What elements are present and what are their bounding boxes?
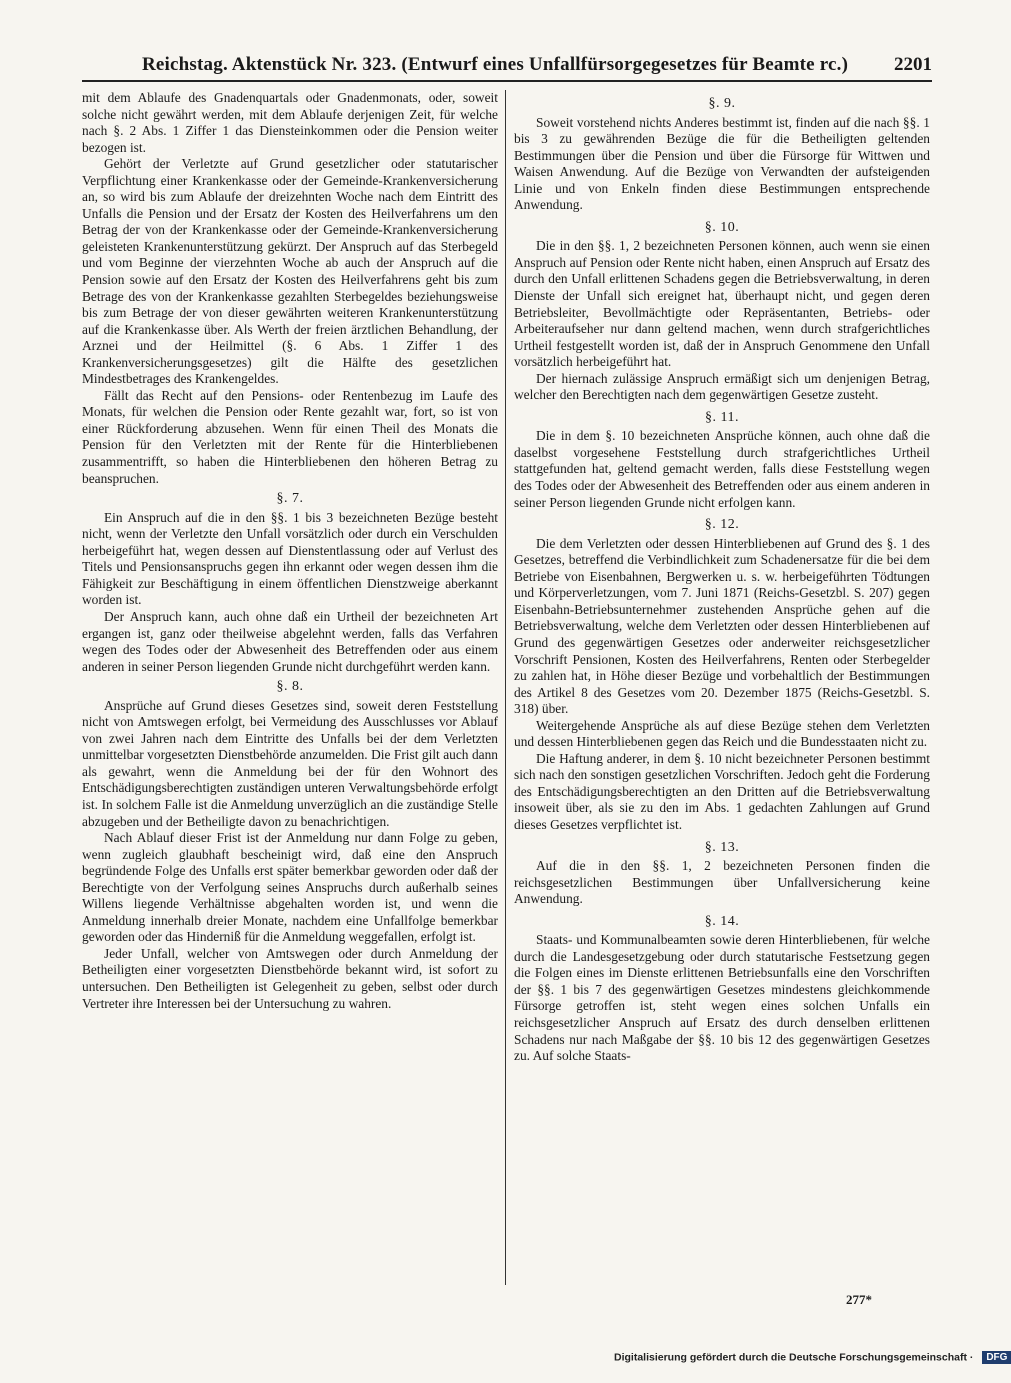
paragraph: Staats- und Kommunalbeamten sowie deren Hinterbliebenen, für welche durch die Landesgesetzgebung oder durch statutarische Festsetzung gegen die Folgen eines im Dienste erlittenen Betriebsunfalls eine den Vorschriften der §§. 1 bis 7 des gegenwärtigen Gesetzes mindestens gleichkommende Fürsorge getroffen ist, steht wegen eines solchen Unfalls ein reichsgesetzlicher Anspruch auf Ersatz des durch denselben erlittenen Schadens nur nach Maßgabe der §§. 10 bis 12 des gegenwärtigen Gesetzes zu. Auf solche Staats-	[514, 932, 930, 1064]
section-heading-9: §. 9.	[708, 96, 736, 111]
section-heading-13: §. 13.	[704, 839, 740, 855]
section-heading-10: §. 10.	[704, 219, 740, 235]
paragraph: mit dem Ablaufe des Gnadenquartals oder Gnadenmonats, oder, soweit solche nicht gewährt werden, mit dem Ablaufe derjenigen Zeit, für welche nach §. 2 Abs. 1 Ziffer 1 das Diensteinkommen oder die Pension weiter bezogen ist.	[82, 90, 498, 155]
paragraph: Ansprüche auf Grund dieses Gesetzes sind, soweit deren Feststellung nicht von Amtswegen erfolgt, bei Vermeidung des Ausschlusses vor Ablauf von zwei Jahren nach dem Eintritte des Unfalls bei der dem Verletzten unmittelbar vorgesetzten Dienstbehörde anzumelden. Die Frist gilt auch dann als gewahrt, wenn die Anmeldung bei der für den Wohnort des Entschädigungsberechtigten zuständigen unteren Verwaltungsbehörde erfolgt ist. In solchem Falle ist die Anmeldung unverzüglich an die zuständige Stelle abzugeben und der Betheiligte davon zu benachrichtigen.	[82, 697, 498, 829]
section-heading-11: §. 11.	[705, 409, 739, 425]
dfg-logo: DFG	[982, 1351, 1011, 1364]
section-heading-12: §. 12.	[704, 517, 740, 533]
paragraph: Gehört der Verletzte auf Grund gesetzlicher oder statutarischer Verpflichtung einer Krankenkasse oder der Gemeinde-Krankenversicherung an, so wird bis zum Ablaufe der dreizehnten Woche nach dem Eintritt des Unfalls die Pension und der Ersatz der Kosten des Heilverfahrens um den Betrag der von der Krankenkasse oder der Gemeinde-Krankenversicherung geleisteten Krankenunterstützung gekürzt. Der Anspruch auf das Sterbegeld und vom Beginne der vierzehnten Woche ab auch der Anspruch auf die Pension sowie auf den Ersatz der Kosten des Heilverfahrens geht bis zum Betrage des von der Krankenkasse gezahlten Sterbegeldes beziehungsweise bis zum Betrage der von dieser gewährten weiteren Krankenunterstützung auf die Krankenkasse über. Als Werth der freien ärztlichen Behandlung, der Arznei und der Heilmittel (§. 6 Abs. 1 Ziffer 1 des Krankenversicherungsgesetzes) gilt die Hälfte des gesetzlichen Mindestbetrages des Krankengeldes.	[82, 156, 498, 387]
paragraph: Der Anspruch kann, auch ohne daß ein Urtheil der bezeichneten Art ergangen ist, ganz oder theilweise abgelehnt werden, falls das Verfahren wegen des Todes oder der Abwesenheit des Betreffenden oder aus einem anderen in seiner Person liegenden Grunde nicht durchgeführt werden kann.	[82, 608, 498, 674]
section-heading-8: §. 8.	[276, 679, 304, 695]
paragraph: Die in dem §. 10 bezeichneten Ansprüche können, auch ohne daß die daselbst vorgesehene Feststellung durch strafgerichtliches Urtheil stattgefunden hat, geltend gemacht werden, falls diese Feststellung wegen des Todes oder der Abwesenheit des Betreffenden oder aus einem anderen in seiner Person liegenden Grunde nicht erfolgen kann.	[514, 428, 930, 510]
paragraph: Ein Anspruch auf die in den §§. 1 bis 3 bezeichneten Bezüge besteht nicht, wenn der Verletzte den Unfall vorsätzlich oder durch ein Verschulden herbeigeführt hat, wegen dessen auf Dienstentlassung oder auf Verlust des Titels und Pensionsanspruchs gegen ihn erkannt oder wegen dessen ihm die Fähigkeit zur Beschäftigung in einem öffentlichen Dienstzweige aberkannt worden ist.	[82, 509, 498, 608]
digitization-footer	[614, 1351, 1011, 1373]
page-number: 2201	[894, 54, 932, 75]
left-column	[82, 90, 498, 1012]
paragraph: Soweit vorstehend nichts Anderes bestimmt ist, finden auf die nach §§. 1 bis 3 zu gewährenden Bezüge die für die Betheiligten geltenden Bestimmungen über die Pension und über die Fürsorge für Wittwen und Waisen Anwendung. Auf die Bezüge von Verwandten der aufsteigenden Linie und von Enkeln finden diese Bestimmungen entsprechende Anwendung.	[514, 114, 930, 213]
paragraph: Der hiernach zulässige Anspruch ermäßigt sich um denjenigen Betrag, welcher den Berechtigten nach dem gegenwärtigen Gesetze zusteht.	[514, 370, 930, 403]
paragraph: Die dem Verletzten oder dessen Hinterbliebenen auf Grund des §. 1 des Gesetzes, betreffend die Verbindlichkeit zum Schadenersatze für die bei dem Betriebe von Eisenbahnen, Bergwerken u. s. w. herbeigeführten Tödtungen und Körperverletzungen, vom 7. Juni 1871 (Reichs-Gesetzbl. S. 207) gegen Eisenbahn-Betriebsunternehmer zustehenden Ansprüche gehen auf die Betriebsverwaltung, welche dem Verletzten oder dessen Hinterbliebenen auf Grund des gegenwärtigen Gesetzes oder anderweiter reichsgesetzlicher Vorschrift Pensionen, Kosten des Heilverfahrens, Renten oder Sterbegelder zu zahlen hat, in Höhe dieser Bezüge und vorbehaltlich der Bestimmungen des Artikel 8 des Gesetzes vom 20. Dezember 1875 (Reichs-Gesetzbl. S. 318) über.	[514, 535, 930, 717]
printer-signature: 277*	[846, 1292, 872, 1307]
header-rule	[82, 80, 932, 82]
section-heading-7: §. 7.	[276, 491, 304, 507]
paragraph: Fällt das Recht auf den Pensions- oder Rentenbezug im Laufe des Monats, für welchen die Pension oder Rente gezahlt war, fort, so ist von einer Rückforderung abzusehen. Wenn für einen Theil des Monats die Pension für den Verletzten mit der Rente für die Hinterbliebenen zusammentrifft, so haben die Hinterbliebenen den höheren Betrag zu beanspruchen.	[82, 387, 498, 486]
paragraph: Nach Ablauf dieser Frist ist der Anmeldung nur dann Folge zu geben, wenn zugleich glaubhaft bescheinigt wird, daß eine den Anspruch begründende Folge des Unfalls erst später bemerkbar geworden oder daß der Berechtigte von der Verfolgung seines Anspruchs durch außerhalb seines Willens liegende Verhältnisse abgehalten worden ist, und wenn die Anmeldung innerhalb dreier Monate, nachdem eine Unfallfolge bemerkbar geworden oder das Hinderniß für die Anmeldung weggefallen, erfolgt ist.	[82, 830, 498, 945]
column-divider	[505, 90, 506, 1285]
paragraph: Jeder Unfall, welcher von Amtswegen oder durch Anmeldung der Betheiligten einer vorgesetzten Dienstbehörde bekannt wird, ist sofort zu untersuchen. Den Betheiligten ist Gelegenheit zu geben, selbst oder durch Vertreter ihre Interessen bei der Untersuchung zu wahren.	[82, 945, 498, 1011]
paragraph: Die in den §§. 1, 2 bezeichneten Personen können, auch wenn sie einen Anspruch auf Pension oder Rente nicht haben, einen Anspruch auf Ersatz des durch den Unfall erlittenen Schadens gegen die Betriebsverwaltung, in deren Dienste der Unfall sich ereignet hat, überhaupt nicht, und gegen deren Betriebsleiter, Bevollmächtigte oder Repräsentanten, Betriebs- oder Arbeiteraufseher nur dann geltend machen, wenn durch strafgerichtliches Urtheil festgestellt worden ist, daß der in Anspruch Genommene den Unfall vorsätzlich herbeigeführt hat.	[514, 238, 930, 370]
paragraph: Weitergehende Ansprüche als auf diese Bezüge stehen dem Verletzten und dessen Hinterbliebenen gegen das Reich und die Bundesstaaten nicht zu.	[514, 717, 930, 750]
right-column	[514, 90, 930, 1065]
section-heading-14: §. 14.	[704, 913, 740, 929]
running-header	[82, 48, 932, 80]
footer-text: Digitalisierung gefördert durch die Deutsche Forschungsgemeinschaft ·	[614, 1351, 974, 1364]
paragraph: Die Haftung anderer, in dem §. 10 nicht bezeichneter Personen bestimmt sich nach den sonstigen gesetzlichen Vorschriften. Jedoch geht die Forderung des Entschädigungsberechtigten an den Dritten auf die Betriebsverwaltung insoweit über, als sie zu den im Abs. 1 gedachten Zahlungen auf Grund dieses Gesetzes verpflichtet ist.	[514, 750, 930, 832]
paragraph: Auf die in den §§. 1, 2 bezeichneten Personen finden die reichsgesetzlichen Bestimmungen über Unfallversicherung keine Anwendung.	[514, 858, 930, 907]
header-title: Reichstag. Aktenstück Nr. 323. (Entwurf eines Unfallfürsorgegesetzes für Beamte rc.)	[142, 54, 849, 75]
